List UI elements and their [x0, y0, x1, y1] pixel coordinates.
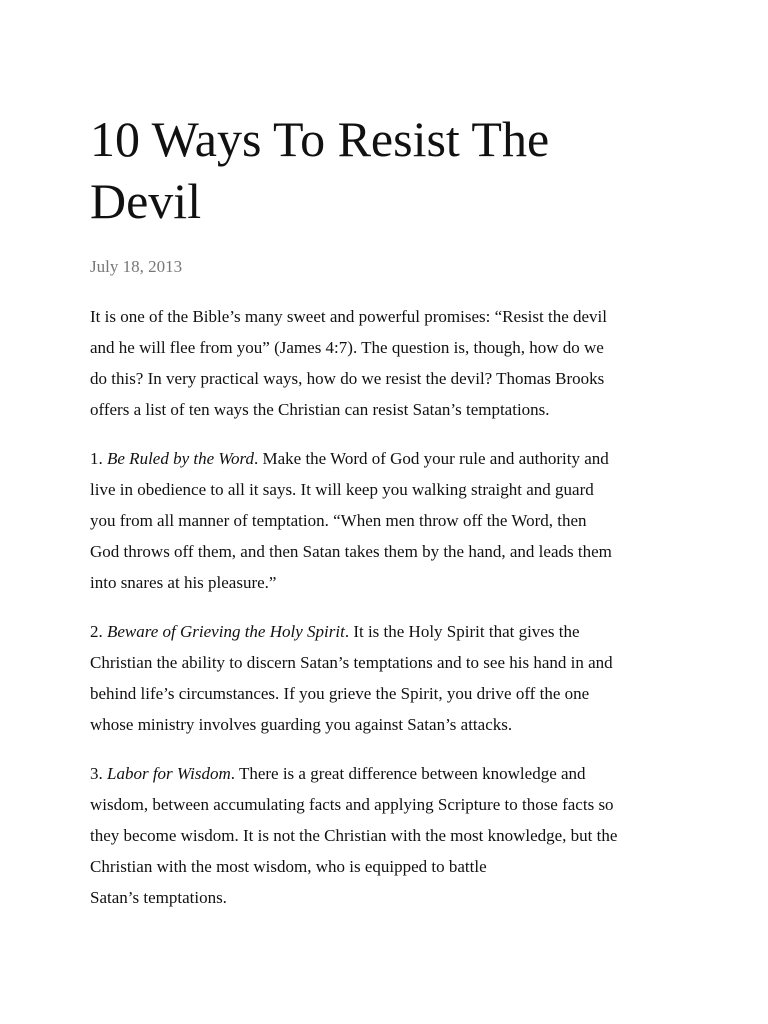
title-line-1: 10 Ways To Resist The	[90, 111, 550, 167]
list-item-3	[90, 758, 690, 913]
item-text: . There is a great difference between knowledge and	[230, 764, 586, 783]
item-heading: Be Ruled by the Word	[107, 449, 254, 468]
item-line: into snares at his pleasure.”	[90, 573, 277, 592]
item-number: 1.	[90, 449, 103, 468]
item-line: they become wisdom. It is not the Christian with the most knowledge, but the	[90, 826, 618, 845]
intro-line: do this? In very practical ways, how do we resist the devil? Thomas Brooks	[90, 369, 605, 388]
item-number: 2.	[90, 622, 103, 641]
item-heading: Beware of Grieving the Holy Spirit	[107, 622, 345, 641]
item-line: wisdom, between accumulating facts and applying Scripture to those facts so	[90, 795, 614, 814]
item-line: live in obedience to all it says. It will keep you walking straight and guard	[90, 480, 594, 499]
item-line: whose ministry involves guarding you against Satan’s attacks.	[90, 715, 513, 734]
item-line: Christian with the most wisdom, who is equipped to battle	[90, 857, 487, 876]
item-first-line	[90, 443, 690, 474]
item-line: Satan’s temptations.	[90, 888, 227, 907]
item-line: behind life’s circumstances. If you grieve the Spirit, you drive off the one	[90, 684, 590, 703]
item-text: . Make the Word of God your rule and authority and	[253, 449, 609, 468]
list-item-1	[90, 443, 690, 598]
publish-date: July 18, 2013	[90, 257, 183, 276]
item-heading: Labor for Wisdom	[107, 764, 231, 783]
item-number: 3.	[90, 764, 103, 783]
intro-line: It is one of the Bible’s many sweet and powerful promises: “Resist the devil	[90, 307, 607, 326]
intro-paragraph	[90, 301, 690, 425]
item-line: God throws off them, and then Satan takes them by the hand, and leads them	[90, 542, 612, 561]
item-first-line	[90, 758, 690, 789]
article-title	[90, 108, 690, 232]
item-line: Christian the ability to discern Satan’s temptations and to see his hand in and	[90, 653, 613, 672]
item-text: . It is the Holy Spirit that gives the	[344, 622, 580, 641]
intro-line: and he will flee from you” (James 4:7). The question is, though, how do we	[90, 338, 604, 357]
list-item-2	[90, 616, 690, 740]
item-line: you from all manner of temptation. “When men throw off the Word, then	[90, 511, 587, 530]
intro-line: offers a list of ten ways the Christian can resist Satan’s temptations.	[90, 400, 550, 419]
item-first-line	[90, 616, 690, 647]
title-line-2: Devil	[90, 173, 202, 229]
